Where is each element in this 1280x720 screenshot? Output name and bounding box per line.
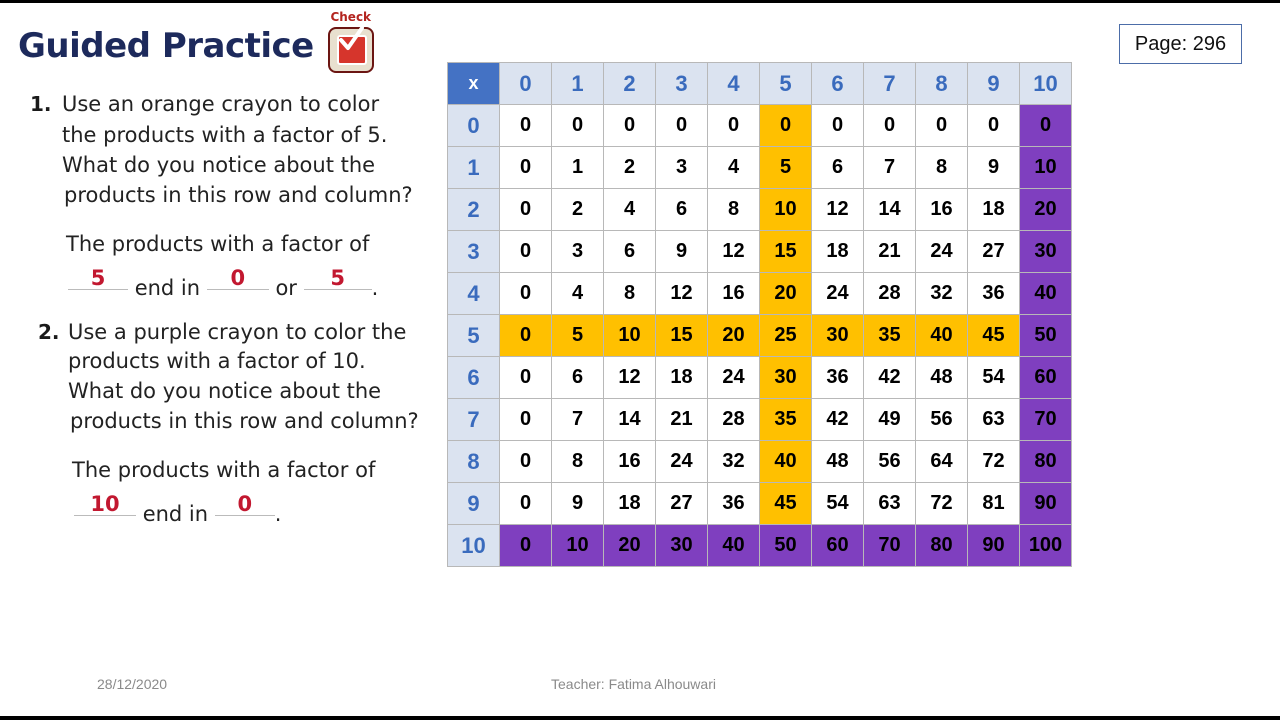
product-cell: 56 — [916, 399, 968, 441]
product-cell: 16 — [604, 441, 656, 483]
question-line: products with a factor of 10. — [68, 349, 366, 373]
footer-teacher: Teacher: Fatima Alhouwari — [551, 676, 716, 692]
product-cell: 20 — [760, 273, 812, 315]
product-cell: 4 — [708, 147, 760, 189]
product-cell: 2 — [552, 189, 604, 231]
product-cell: 0 — [812, 105, 864, 147]
answer-prefix: The products with a factor of — [66, 232, 370, 256]
answer-blank: 0 — [207, 268, 269, 290]
column-header: 8 — [916, 63, 968, 105]
row-header: 8 — [448, 441, 500, 483]
column-header: 6 — [812, 63, 864, 105]
checkmark-icon — [336, 24, 366, 54]
product-cell: 50 — [1020, 315, 1072, 357]
product-cell: 0 — [500, 105, 552, 147]
product-cell: 45 — [760, 483, 812, 525]
product-cell: 9 — [552, 483, 604, 525]
question-line: Use a purple crayon to color the — [68, 320, 407, 344]
product-cell: 60 — [1020, 357, 1072, 399]
product-cell: 48 — [916, 357, 968, 399]
product-cell: 0 — [604, 105, 656, 147]
answer-blank: 0 — [215, 494, 275, 516]
product-cell: 24 — [916, 231, 968, 273]
column-header: 9 — [968, 63, 1020, 105]
row-header: 6 — [448, 357, 500, 399]
product-cell: 0 — [656, 105, 708, 147]
footer-date: 28/12/2020 — [97, 676, 168, 692]
product-cell: 16 — [916, 189, 968, 231]
product-cell: 10 — [760, 189, 812, 231]
product-cell: 63 — [968, 399, 1020, 441]
product-cell: 0 — [500, 483, 552, 525]
product-cell: 20 — [708, 315, 760, 357]
product-cell: 7 — [864, 147, 916, 189]
multiplication-table — [447, 62, 1072, 567]
product-cell: 20 — [604, 525, 656, 567]
product-cell: 40 — [916, 315, 968, 357]
question-line: Use an orange crayon to color — [62, 92, 380, 116]
answer-prefix: The products with a factor of — [72, 458, 376, 482]
heading-title: Guided Practice — [18, 26, 314, 66]
question-number: 1. — [30, 92, 52, 116]
product-cell: 0 — [864, 105, 916, 147]
product-cell: 10 — [1020, 147, 1072, 189]
row-header: 3 — [448, 231, 500, 273]
product-cell: 10 — [552, 525, 604, 567]
row-header: 2 — [448, 189, 500, 231]
product-cell: 3 — [552, 231, 604, 273]
product-cell: 42 — [812, 399, 864, 441]
product-cell: 2 — [604, 147, 656, 189]
product-cell: 0 — [500, 147, 552, 189]
product-cell: 42 — [864, 357, 916, 399]
product-cell: 63 — [864, 483, 916, 525]
product-cell: 0 — [968, 105, 1020, 147]
product-cell: 0 — [552, 105, 604, 147]
bottom-border — [0, 716, 1280, 720]
row-header: 9 — [448, 483, 500, 525]
product-cell: 0 — [500, 525, 552, 567]
product-cell: 72 — [968, 441, 1020, 483]
product-cell: 16 — [708, 273, 760, 315]
table-row — [448, 273, 1072, 315]
product-cell: 9 — [656, 231, 708, 273]
product-cell: 10 — [604, 315, 656, 357]
product-cell: 0 — [500, 273, 552, 315]
answer-blank: 5 — [68, 268, 128, 290]
table-row — [448, 399, 1072, 441]
product-cell: 6 — [812, 147, 864, 189]
product-cell: 0 — [500, 315, 552, 357]
product-cell: 12 — [656, 273, 708, 315]
product-cell: 80 — [1020, 441, 1072, 483]
column-header: 7 — [864, 63, 916, 105]
product-cell: 30 — [1020, 231, 1072, 273]
product-cell: 72 — [916, 483, 968, 525]
product-cell: 18 — [656, 357, 708, 399]
product-cell: 25 — [760, 315, 812, 357]
product-cell: 36 — [812, 357, 864, 399]
product-cell: 14 — [604, 399, 656, 441]
product-cell: 24 — [812, 273, 864, 315]
product-cell: 36 — [968, 273, 1020, 315]
column-header: 5 — [760, 63, 812, 105]
product-cell: 36 — [708, 483, 760, 525]
product-cell: 90 — [968, 525, 1020, 567]
row-header: 7 — [448, 399, 500, 441]
product-cell: 28 — [708, 399, 760, 441]
product-cell: 18 — [812, 231, 864, 273]
table-header-row — [448, 63, 1072, 105]
question-line: products in this row and column? — [64, 183, 413, 207]
product-cell: 27 — [656, 483, 708, 525]
column-header: 4 — [708, 63, 760, 105]
product-cell: 18 — [604, 483, 656, 525]
product-cell: 28 — [864, 273, 916, 315]
answer-blank: 5 — [304, 268, 372, 290]
product-cell: 20 — [1020, 189, 1072, 231]
question-line: What do you notice about the — [68, 379, 382, 403]
product-cell: 1 — [552, 147, 604, 189]
product-cell: 6 — [552, 357, 604, 399]
product-cell: 45 — [968, 315, 1020, 357]
product-cell: 32 — [916, 273, 968, 315]
product-cell: 40 — [708, 525, 760, 567]
check-badge-label: Check — [330, 10, 372, 24]
product-cell: 54 — [812, 483, 864, 525]
row-header: 5 — [448, 315, 500, 357]
top-border — [0, 0, 1280, 3]
product-cell: 27 — [968, 231, 1020, 273]
product-cell: 0 — [500, 189, 552, 231]
table-row — [448, 231, 1072, 273]
answer-end: . — [274, 502, 282, 526]
table-row — [448, 357, 1072, 399]
table-row — [448, 483, 1072, 525]
answer-mid: end in — [134, 276, 201, 300]
table-row — [448, 105, 1072, 147]
product-cell: 90 — [1020, 483, 1072, 525]
product-cell: 100 — [1020, 525, 1072, 567]
product-cell: 60 — [812, 525, 864, 567]
row-header: 10 — [448, 525, 500, 567]
column-header: 0 — [500, 63, 552, 105]
product-cell: 24 — [708, 357, 760, 399]
product-cell: 8 — [552, 441, 604, 483]
product-cell: 0 — [1020, 105, 1072, 147]
product-cell: 4 — [604, 189, 656, 231]
product-cell: 21 — [864, 231, 916, 273]
product-cell: 12 — [604, 357, 656, 399]
product-cell: 70 — [1020, 399, 1072, 441]
column-header: 3 — [656, 63, 708, 105]
product-cell: 4 — [552, 273, 604, 315]
product-cell: 50 — [760, 525, 812, 567]
product-cell: 6 — [656, 189, 708, 231]
product-cell: 3 — [656, 147, 708, 189]
product-cell: 32 — [708, 441, 760, 483]
guided-practice-heading — [18, 10, 378, 76]
product-cell: 0 — [708, 105, 760, 147]
table-row — [448, 441, 1072, 483]
product-cell: 81 — [968, 483, 1020, 525]
question-line: the products with a factor of 5. — [62, 123, 388, 147]
question-number: 2. — [38, 320, 60, 344]
answer-mid: end in — [142, 502, 209, 526]
product-cell: 0 — [500, 357, 552, 399]
answer-blank: 10 — [74, 494, 136, 516]
product-cell: 0 — [500, 231, 552, 273]
column-header: 1 — [552, 63, 604, 105]
row-header: 0 — [448, 105, 500, 147]
product-cell: 15 — [656, 315, 708, 357]
product-cell: 15 — [760, 231, 812, 273]
question-line: products in this row and column? — [70, 409, 419, 433]
product-cell: 5 — [760, 147, 812, 189]
product-cell: 8 — [708, 189, 760, 231]
product-cell: 6 — [604, 231, 656, 273]
table-corner-cell: x — [448, 63, 500, 105]
column-header: 2 — [604, 63, 656, 105]
product-cell: 14 — [864, 189, 916, 231]
product-cell: 35 — [864, 315, 916, 357]
answer-end: . — [371, 276, 379, 300]
product-cell: 0 — [916, 105, 968, 147]
product-cell: 21 — [656, 399, 708, 441]
product-cell: 24 — [656, 441, 708, 483]
product-cell: 54 — [968, 357, 1020, 399]
table-row — [448, 525, 1072, 567]
row-header: 4 — [448, 273, 500, 315]
product-cell: 35 — [760, 399, 812, 441]
product-cell: 0 — [760, 105, 812, 147]
answer-line — [68, 266, 379, 300]
product-cell: 9 — [968, 147, 1020, 189]
product-cell: 0 — [500, 399, 552, 441]
table-row — [448, 147, 1072, 189]
product-cell: 48 — [812, 441, 864, 483]
product-cell: 7 — [552, 399, 604, 441]
product-cell: 12 — [812, 189, 864, 231]
product-cell: 49 — [864, 399, 916, 441]
answer-or: or — [275, 276, 297, 300]
product-cell: 80 — [916, 525, 968, 567]
product-cell: 40 — [760, 441, 812, 483]
product-cell: 70 — [864, 525, 916, 567]
product-cell: 18 — [968, 189, 1020, 231]
table-row — [448, 189, 1072, 231]
column-header: 10 — [1020, 63, 1072, 105]
product-cell: 0 — [500, 441, 552, 483]
product-cell: 30 — [760, 357, 812, 399]
product-cell: 8 — [916, 147, 968, 189]
answer-line — [74, 492, 282, 526]
product-cell: 64 — [916, 441, 968, 483]
product-cell: 8 — [604, 273, 656, 315]
product-cell: 12 — [708, 231, 760, 273]
product-cell: 5 — [552, 315, 604, 357]
product-cell: 40 — [1020, 273, 1072, 315]
page-number-box: Page: 296 — [1119, 24, 1242, 64]
table-row — [448, 315, 1072, 357]
product-cell: 30 — [656, 525, 708, 567]
product-cell: 30 — [812, 315, 864, 357]
question-line: What do you notice about the — [62, 153, 376, 177]
row-header: 1 — [448, 147, 500, 189]
check-badge-icon — [324, 10, 378, 76]
product-cell: 56 — [864, 441, 916, 483]
